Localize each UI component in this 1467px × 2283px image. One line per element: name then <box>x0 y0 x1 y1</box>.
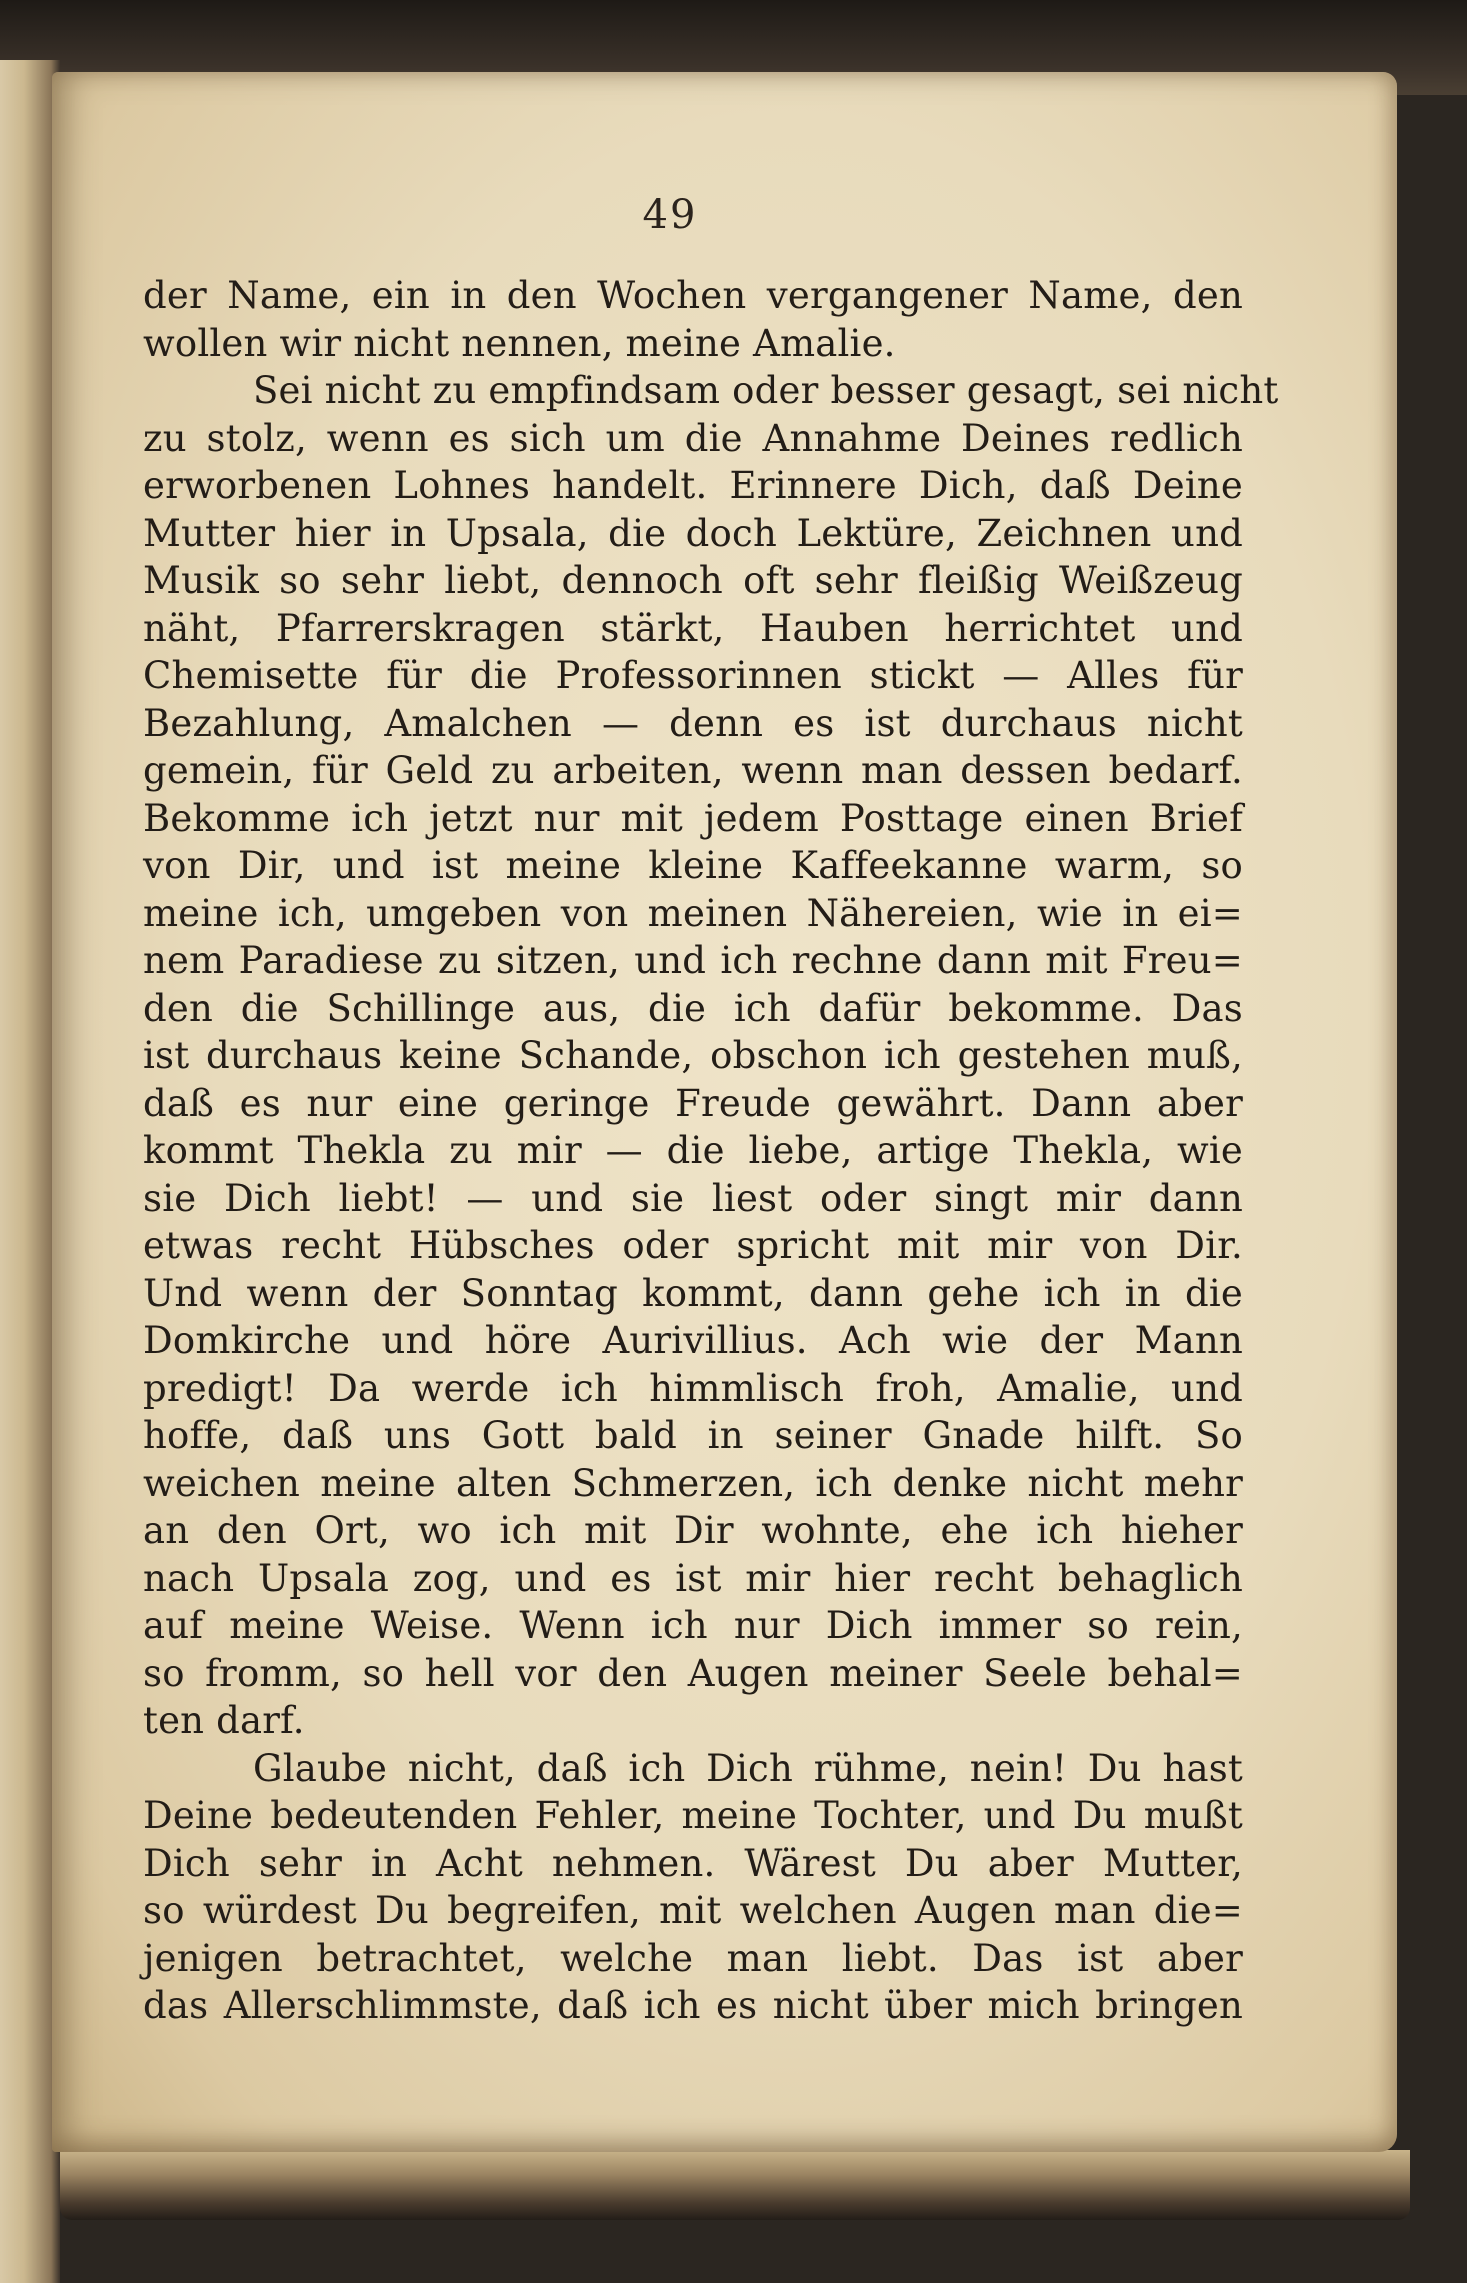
text-line: Bezahlung, Amalchen — denn es ist durchaus nicht <box>143 701 1243 745</box>
text-line: so fromm, so hell vor den Augen meiner Seele behal= <box>143 1651 1243 1695</box>
text-line: Dich sehr in Acht nehmen. Wärest Du aber Mutter, <box>143 1841 1243 1885</box>
text-line: nach Upsala zog, und es ist mir hier recht behaglich <box>143 1556 1243 1600</box>
text-line: hoffe, daß uns Gott bald in seiner Gnade hilft. So <box>143 1414 1243 1457</box>
text-line: erworbenen Lohnes handelt. Erinnere Dich, daß Deine <box>143 464 1243 507</box>
text-line: zu stolz, wenn es sich um die Annahme Deines redlich <box>143 416 1243 460</box>
text-line: Chemisette für die Professorinnen stickt — Alles für <box>143 654 1243 697</box>
text-line: nem Paradiese zu sitzen, und ich rechne dann mit Freu= <box>143 939 1243 982</box>
text-line: auf meine Weise. Wenn ich nur Dich immer so rein, <box>143 1604 1243 1647</box>
text-line: Und wenn der Sonntag kommt, dann gehe ich in die <box>143 1271 1243 1315</box>
text-line: weichen meine alten Schmerzen, ich denke nicht mehr <box>143 1461 1243 1505</box>
book-spine-gutter <box>0 60 60 2283</box>
text-line: Domkirche und höre Aurivillius. Ach wie der Mann <box>143 1319 1243 1362</box>
text-line: Musik so sehr liebt, dennoch oft sehr fleißig Weißzeug <box>143 559 1243 602</box>
text-line: an den Ort, wo ich mit Dir wohnte, ehe ich hieher <box>143 1509 1243 1552</box>
text-line: ist durchaus keine Schande, obschon ich gestehen muß, <box>143 1034 1243 1077</box>
text-line: Glaube nicht, daß ich Dich rühme, nein! Du hast <box>253 1746 1243 1790</box>
text-line: gemein, für Geld zu arbeiten, wenn man dessen bedarf. <box>143 749 1243 792</box>
text-line: Deine bedeutenden Fehler, meine Tochter, und Du mußt <box>143 1794 1243 1837</box>
text-line: ten darf. <box>143 1699 305 1742</box>
text-line: jenigen betrachtet, welche man liebt. Das ist aber <box>143 1936 1243 1980</box>
text-line: von Dir, und ist meine kleine Kaffeekanne warm, so <box>143 844 1243 887</box>
text-line: näht, Pfarrerskragen stärkt, Hauben herrichtet und <box>143 606 1243 650</box>
text-line: der Name, ein in den Wochen vergangener Name, den <box>143 274 1243 317</box>
text-line: den die Schillinge aus, die ich dafür bekomme. Das <box>143 986 1243 1030</box>
text-line: predigt! Da werde ich himmlisch froh, Amalie, und <box>143 1366 1243 1410</box>
text-line: so würdest Du begreifen, mit welchen Augen man die= <box>143 1889 1243 1932</box>
text-line: Mutter hier in Upsala, die doch Lektüre, Zeichnen und <box>143 511 1243 555</box>
text-line: Bekomme ich jetzt nur mit jedem Posttage einen Brief <box>143 796 1243 840</box>
text-line: das Allerschlimmste, daß ich es nicht über mich bringen <box>143 1984 1243 2027</box>
text-line: Sei nicht zu empfindsam oder besser gesagt, sei nicht <box>253 369 1279 412</box>
body-text <box>143 272 1279 2030</box>
text-line: wollen wir nicht nennen, meine Amalie. <box>143 321 896 365</box>
text-line: daß es nur eine geringe Freude gewährt. Dann aber <box>143 1081 1243 1125</box>
page-number: 49 <box>642 192 698 238</box>
text-line: sie Dich liebt! — und sie liest oder singt mir dann <box>143 1176 1243 1220</box>
text-line: etwas recht Hübsches oder spricht mit mir von Dir. <box>143 1224 1243 1267</box>
text-line: kommt Thekla zu mir — die liebe, artige Thekla, wie <box>143 1129 1243 1172</box>
text-line: meine ich, umgeben von meinen Nähereien, wie in ei= <box>143 891 1243 935</box>
page-bottom-edge <box>60 2150 1410 2220</box>
